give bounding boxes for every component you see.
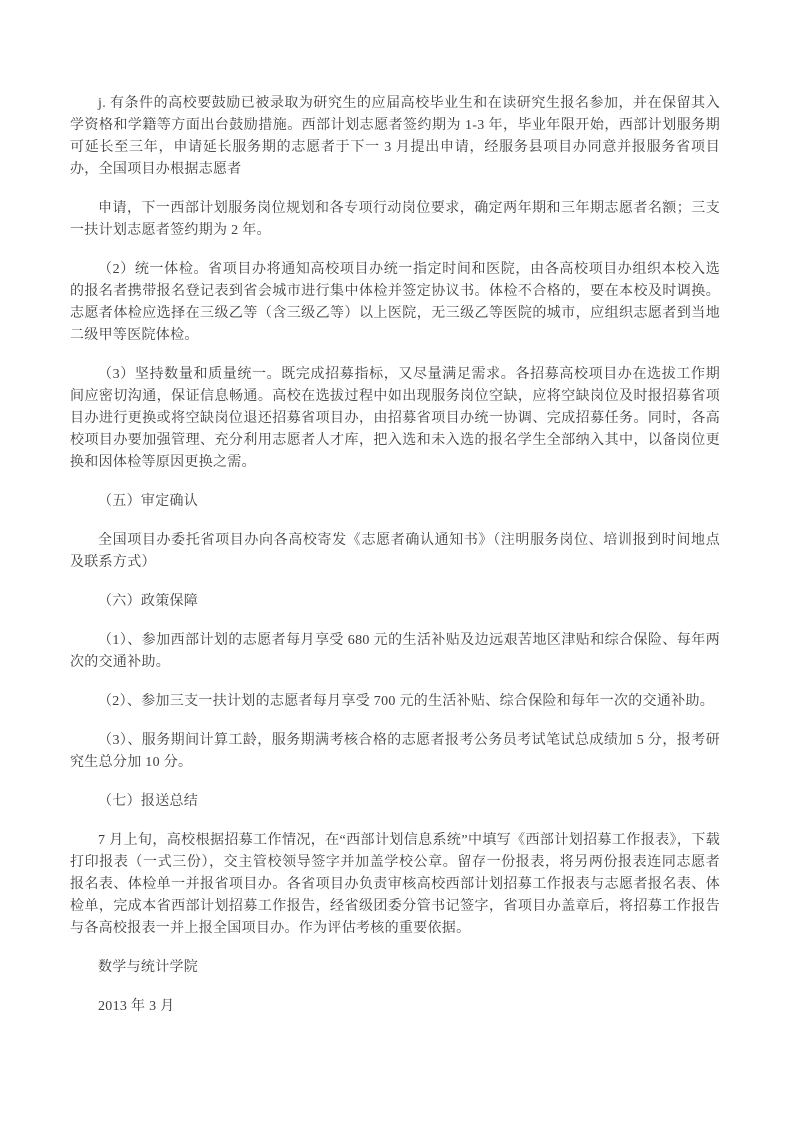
paragraph-confirmation-notice: 全国项目办委托省项目办向各高校寄发《志愿者确认通知书》（注明服务岗位、培训报到时间地点及联系方式） [70,533,720,570]
heading-6-policy-guarantee: （六）政策保障 [98,594,199,609]
paragraph-2-unified-physical-exam: （2）统一体检。省项目办将通知高校项目办统一指定时间和医院，由各高校项目办组织本校入选的报名者携带报名登记表到省会城市进行集中体检并签定协议书。体检不合格的，要在本校及时调换。志愿者体检应选择在三级乙等（含三级乙等）以上医院，无三级乙等医院的城市，应组织志愿者到当地二级甲等医院体检。 [70,262,720,343]
heading-7-report-summary: （七）报送总结 [98,794,199,809]
paragraph-policy-1-western-plan-subsidy: （1）、参加西部计划的志愿者每月享受 680 元的生活补贴及边远艰苦地区津贴和综合保险、每年两次的交通补助。 [70,633,720,670]
heading-5-review-confirmation: （五）审定确认 [98,494,199,509]
paragraph-policy-3-exam-bonus: （3）、服务期间计算工龄，服务期满考核合格的志愿者报考公务员考试笔试总成绩加 5 分，报考研究生总分加 10 分。 [70,733,720,770]
paragraph-policy-2-sanzhiyifu-subsidy: （2）、参加三支一扶计划的志愿者每月享受 700 元的生活补贴、综合保险和每年一次的交通补助。 [98,694,715,709]
signature-college-name: 数学与统计学院 [98,960,199,975]
signature-date: 2013 年 3 月 [98,999,175,1014]
paragraph-july-report-process: 7 月上旬，高校根据招募工作情况，在“西部计划信息系统”中填写《西部计划招募工作报表》，下载打印报表（一式三份），交主管校领导签字并加盖学校公章。留存一份报表，将另两份报表连同志愿者报名表、体检单一并报省项目办。各省项目办负责审核高校西部计划招募工作报表与志愿者报名表、体检单，完成本省西部计划招募工作报告，经省级团委分管书记签字，省项目办盖章后，将招募工作报告与各高校报表一并上报全国项目办。作为评估考核的重要依据。 [70,833,720,936]
paragraph-application-quota: 申请，下一西部计划服务岗位规划和各专项行动岗位要求，确定两年期和三年期志愿者名额；三支一扶计划志愿者签约期为 2 年。 [70,201,720,238]
paragraph-j-grad-encouragement: j. 有条件的高校要鼓励已被录取为研究生的应届高校毕业生和在读研究生报名参加，并在保留其入学资格和学籍等方面出台鼓励措施。西部计划志愿者签约期为 1-3 年，毕业年限开始，西部计划服务期可延长至三年，申请延长服务期的志愿者于下一 3 月提出申请，经服务县项目办同意并报服务省项目办，全国项目办根据志愿者 [70,96,720,177]
paragraph-3-quantity-quality: （3）坚持数量和质量统一。既完成招募指标，又尽量满足需求。各招募高校项目办在选拔工作期间应密切沟通，保证信息畅通。高校在选拔过程中如出现服务岗位空缺，应将空缺岗位及时报招募省项目办进行更换或将空缺岗位退还招募省项目办，由招募省项目办统一协调、完成招募任务。同时，各高校项目办要加强管理、充分利用志愿者人才库，把入选和未入选的报名学生全部纳入其中，以备岗位更换和因体检等原因更换之需。 [70,367,720,470]
